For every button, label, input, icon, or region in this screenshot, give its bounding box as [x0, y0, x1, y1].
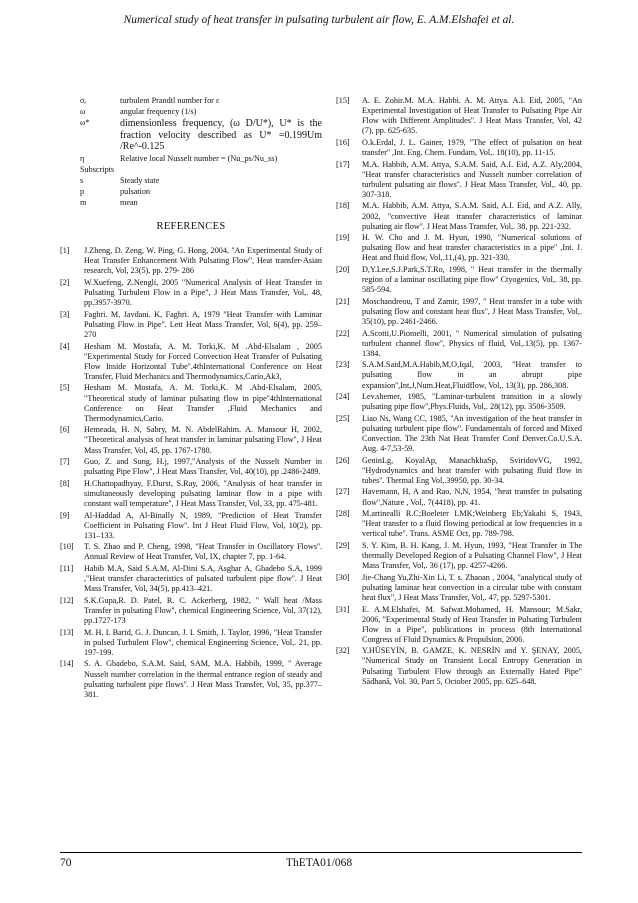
footer-rule — [60, 852, 582, 853]
subscript-description: mean — [120, 198, 138, 208]
reference-text: J.Zheng, D. Zeng, W. Ping, G. Hong, 2004, ''An Experimental Study of Heat Transfer Enhancement With Pulsating Flow'', Heat transfer-Asian research, Vol, 23(5), pp. 279- 286 — [84, 246, 322, 276]
reference-number: [11] — [60, 564, 74, 574]
reference-text: M. H. I. Barid, G. J. Duncan, J. I. Smith, J. Taylor, 1996, "Heat Transfer in pulsed Turbulent Flow'', chemical Engineering Science, Vol,. 21, pp. 197-199. — [84, 627, 322, 657]
reference-item — [60, 383, 322, 423]
reference-item — [336, 201, 582, 231]
reference-number: [17] — [336, 159, 350, 169]
nomenclature-symbol: ω — [80, 107, 86, 117]
reference-text: H.Chattopadhyay, F.Durst, S.Ray, 2006, "Analysis of heat transfer in simultaneously developing pulsating laminar flow in a pipe with constant wall temperature'', J Heat Mass Transfer, Vol, 33, pp. 475-481. — [84, 478, 322, 508]
nomenclature-description: turbulent Prandtl number for ε — [120, 96, 220, 105]
reference-number: [28] — [336, 509, 350, 519]
reference-text: S. A. Gbadebo, S.A.M. Said, SAM, M.A. Habbib, 1999, " Average Nusselt number correlation in the thermal entrance region of steady and pulsating turbulent pipe flows''. J Heat Mass Transfer, Vol, 35, pp.377–381. — [84, 659, 322, 699]
reference-text: Faghri. M, Javdani. K, Faghri. A, 1979 "Heat Transfer with Laminar Pulsating Flow in Pipe''. Lett Heat Mass Transfer, Vol, 6(4), pp. 259–270 — [84, 309, 322, 339]
reference-number: [3] — [60, 309, 70, 319]
reference-item — [60, 659, 322, 699]
reference-number: [14] — [60, 659, 74, 669]
reference-item — [336, 456, 582, 486]
reference-item — [336, 414, 582, 454]
reference-text: M.artinealli R.C;Boeleter LMK;Weinberg Eb;Yakahi S, 1943, "Heat transfer to a fluid flowing periodical at low frequencies in a vertical tube''. Trans. ASME Oct, pp. 789-798. — [362, 509, 582, 539]
nomenclature-symbol: η — [80, 153, 85, 163]
reference-number: [26] — [336, 455, 350, 465]
subscript-row — [60, 187, 322, 197]
running-header: Numerical study of heat transfer in pulsating turbulent air flow, E. A.M.Elshafei et al. — [123, 14, 515, 26]
reference-item — [336, 487, 582, 507]
nomenclature-row — [60, 107, 322, 117]
subscript-description: pulsation — [120, 186, 151, 196]
reference-text: Liao Ns, Wang CC, 1985, "An investigation of the heat transfer in pulsating turbulent pipe flow''. Fundamentals of forced and Mixed Convection. The 23th Nat Heat Transfer Conf Denver.Co.U.S.A. Aug. 4-7,53-59. — [362, 413, 582, 454]
reference-text: W.Xuefeng, Z.Nengli, 2005 "Numerical Analysis of Heat Transfer in Pulsating Turbulent Flow in a Pipe", J Heat Mass Transfer, Vol,. 48, pp.3957-3970. — [84, 278, 322, 308]
nomenclature-row — [60, 154, 322, 164]
reference-number: [23] — [336, 360, 350, 370]
reference-item — [336, 297, 582, 327]
reference-number: [16] — [336, 137, 350, 147]
reference-text: Moschandreou, T and Zamir, 1997, " Heat transfer in a tube with pulsating flow and constant heat flux'', J Heat Mass Transfer, Vol,. 35(10), pp. 2461-2466. — [362, 296, 582, 326]
reference-number: [1] — [60, 246, 70, 256]
reference-item — [336, 509, 582, 539]
reference-item — [336, 360, 582, 390]
reference-item — [336, 329, 582, 359]
reference-number: [21] — [336, 296, 350, 306]
reference-text: M.A. Habbib, A.M. Attya, S.A.M. Said, A.I. Eid, and A.Z. Ally, 2002, "convective Heat transfer characteristics of laminar pulsating air flow''. J Heat Mass Transfer, Vol,. 38, pp. 221-232. — [362, 201, 582, 231]
reference-number: [6] — [60, 425, 70, 435]
reference-number: [20] — [336, 265, 350, 274]
reference-text: Al-Haddad A, Al-Binally N, 1989, "Prediction of Heat Transfer Coefficient in Pulsating Flow''. Int J Heat Fluid Flow, Vol, 10(2), pp. 131–133. — [84, 510, 322, 540]
reference-text: Habib M.A, Said S.A.M, Al-Dini S.A, Asghar A, Gbadebo S.A, 1999 ,"Heat transfer characteristics of pulsated turbulent pipe flow''. J Heat Mass Transfer, Vol, 34(5), pp.413–421. — [84, 564, 322, 594]
reference-item — [60, 628, 322, 658]
page-number: 70 — [60, 857, 72, 869]
nomenclature-description: Relative local Nusselt number = (Nu_ps/Nu_ss) — [120, 153, 278, 163]
reference-number: [18] — [336, 201, 350, 211]
reference-number: [15] — [336, 96, 350, 105]
reference-item — [336, 605, 582, 645]
reference-number: [8] — [60, 478, 70, 488]
subscripts-list — [60, 176, 322, 208]
subscript-symbol: p — [80, 186, 85, 196]
reference-item — [336, 573, 582, 603]
reference-text: E. A.M.Elshafei, M. Safwat.Mohamed, H. Mansour; M.Sakr, 2006, "Experimental Study of Heat Transfer in Pulsating Turbulent Flow in a Pipe", publications in process (8th International Congress of Fluid Dynamics & Propulsion, 2006. — [362, 604, 582, 644]
reference-text: Hesham M. Mostafa, A. M. Torki,K. M .Abd-Elsalam, 2005, "Theoretical study of laminar pulsating flow in pipe''4thInternational Conference on Heat Transfer ,Fluid Mechanics and Thermodynamics,Cario. — [84, 383, 322, 423]
reference-item — [60, 542, 322, 562]
subscripts-title: Subscripts — [80, 164, 115, 174]
reference-number: [30] — [336, 572, 350, 582]
nomenclature-row — [60, 96, 322, 106]
reference-number: [24] — [336, 392, 350, 402]
nomenclature-list — [60, 96, 322, 164]
reference-text: Y.HÜSEYİN, B. GAMZE, K. NESRİN and Y. ŞENAY, 2005, "Numerical Study on Transient Local Entropy Generation in Pulsating Turbulent Flow through an Externally Hated Pipe" Sădhană, Vol. 30, Part 5, October 2005, pp. 625–648. — [362, 646, 582, 686]
reference-number: [9] — [60, 510, 70, 520]
left-column — [60, 96, 322, 701]
reference-text: H. W. Cho and J. M. Hyun, 1990, "Numerical solutions of pulsating flow and heat transfer characteristics in a pipe'' ,Int. J. Heat and fluid flow, Vol,.11,(4), pp. 321-330. — [362, 233, 582, 263]
nomenclature-symbol: ω* — [80, 118, 90, 128]
reference-number: [4] — [60, 341, 70, 351]
reference-item — [336, 646, 582, 686]
reference-item — [60, 596, 322, 626]
subscript-symbol: m — [80, 198, 87, 208]
subscript-symbol: s — [80, 175, 84, 185]
reference-item — [60, 278, 322, 308]
reference-number: [32] — [336, 646, 350, 656]
journal-code: ThETA01/068 — [285, 857, 353, 869]
reference-item — [60, 310, 322, 340]
reference-text: M.A. Habbib, A.M. Attya, S.A.M. Said, A.I. Eid, A.Z. Aly,2004, "Heat transfer characteristics and Nusselt number correlation of turbulent pulsating air flows''. J Heat Mass Transfer, Vol,. 40, pp. 307-318. — [362, 159, 582, 199]
reference-text: Hesham M. Mostafa, A. M. Torki,K. M .Abd-Elsalam , 2005 "Experimental Study for Forced Convection Heat Transfer of Pulsating Flow Inside Horizontal Tube''.4thInternational Conference on Heat Transfer, Fluid Mechanics and Thermodynamics,Cario,Ak3, — [84, 341, 322, 381]
reference-number: [7] — [60, 457, 70, 467]
reference-item — [336, 160, 582, 200]
subscript-row — [60, 198, 322, 208]
reference-text: D,Y.Lee,S.J.Park,S.T.Ro, 1998, " Heat transfer in the thermally region of a laminar oscillating pipe flow'' Ctyogenics, Vol,. 38, pp. 585-594. — [362, 265, 582, 295]
reference-number: [22] — [336, 328, 350, 338]
reference-text: Guo, Z. and Sung, H.j, 1997,"Analysis of the Nusselt Number in pulsating Pipe Flow'', J Heat Mass Transfer, Vol, 40(10), pp .2486-2489. — [84, 457, 322, 477]
reference-text: A. E. Zohir.M. M.A. Habbi. A. M. Attya. A.I. Eid, 2005, "An Experimental Investigation of Heat Transfer to Pulsating Pipe Air Flow with Different Amplitudes''. J Heat Mass Transfer, Vol, 42 (7), pp. 625-635. — [362, 96, 582, 136]
nomenclature-row — [60, 118, 322, 153]
reference-number: [10] — [60, 542, 74, 552]
reference-number: [27] — [336, 487, 350, 497]
reference-item — [336, 541, 582, 571]
reference-item — [60, 479, 322, 509]
reference-item — [336, 265, 582, 295]
reference-item — [60, 342, 322, 382]
reference-text: Havemann, H, A and Rao, N,N, 1954, "heat transfer in pulsating flow'',Nature , Vol,. 7(4418), pp. 41. — [362, 487, 582, 507]
reference-number: [2] — [60, 278, 70, 288]
reference-number: [12] — [60, 595, 74, 605]
nomenclature-description: dimensionless frequency, (ω D/U*), U* is the fraction velocity described as U* =0.199Um /Re^-0.125 — [120, 118, 322, 153]
reference-item — [60, 457, 322, 477]
right-column — [336, 96, 582, 688]
reference-text: S.K.Gupa,R. D. Patel, R. C. Ackerberg, 1982, " Wall heat /Mass Transfer in pulsating Flow'', chemical Engineering Science, Vol, 37(12), pp.1727-173 — [84, 595, 322, 626]
reference-text: Jie-Chang Yu,Zhi-Xin Li, T. s. Zhaoan , 2004, "analytical study of pulsating laminar heat convection in a circular tube with constant heat flux", J Heat Mass Transfer, Vol,. 47, pp. 5297-5301. — [362, 572, 582, 602]
reference-text: Lev.shemer, 1985, "Laminar-turbulent transition in a slowly pulsating pipe flow'',Phys.Fluids, Vol,. 28(12), pp. 3506-3509. — [362, 392, 582, 412]
nomenclature-symbol: σₑ — [80, 96, 87, 105]
reference-item — [60, 564, 322, 594]
reference-text: T. S. Zhao and P. Cheng, 1998, "Heat Transfer in Oscillatory Flows''. Annual Review of Heat Transfer, Vol, IX, chapter 7, pp. 1-64. — [84, 542, 322, 562]
subscript-description: Steady state — [120, 175, 160, 185]
reference-item — [60, 246, 322, 276]
reference-number: [29] — [336, 540, 350, 550]
reference-number: [19] — [336, 233, 350, 243]
reference-number: [31] — [336, 604, 350, 614]
reference-text: GeninLg, KoyalAp, ManachkhaSp, SviridovVG, 1992, "Hydrodynamics and heat transfer with pulsating fluid flow in tubes''. Thermal Eng Vol,.39950, pp. 30-34. — [362, 455, 582, 485]
references-list-right — [336, 96, 582, 687]
reference-text: S. Y. Kim, B. H. Kang, J. M. Hyun, 1993, "Heat Transfer in The thermally Developed Region of a Pulsating Channel Flow", J Heat Mass Transfer, Vol,. 36 (17), pp. 4257-4266. — [362, 540, 582, 571]
reference-item — [60, 511, 322, 541]
reference-item — [336, 233, 582, 263]
references-title: REFERENCES — [156, 221, 226, 233]
reference-text: Hemeada, H. N, Sabry, M. N. AbdelRahim. A. Mansour H, 2002, "Theoretical analysis of heat transfer in laminar pulsating Flow'', J Heat Mass Transfer, Vol, 45, pp. 1767-1780. — [84, 425, 322, 455]
reference-number: [5] — [60, 383, 70, 393]
reference-text: S.A.M.Said,M.A.Habib,M,O,Iqal, 2003, "Heat transfer to pulsating flow in an abrupt pipe expansion'',Int,J,Num.Heat,Fluidflow, Vol,. 13(3), pp. 286,308. — [362, 360, 582, 390]
reference-text: A.Scotti,U.Piomelli, 2001, " Numerical simulation of pulsating turbulent channel flow'', Physics of fluid, Vol,.13(5), pp. 1367-1384. — [362, 328, 582, 358]
subscript-row — [60, 176, 322, 186]
reference-item — [336, 96, 582, 136]
reference-item — [60, 425, 322, 455]
reference-number: [13] — [60, 627, 74, 637]
reference-item — [336, 138, 582, 158]
reference-number: [25] — [336, 413, 350, 423]
reference-item — [336, 392, 582, 412]
reference-text: O.k.Erdal, J. L. Gainer, 1979, "The effect of pulsation on heat transfer'' ,Int. Eng. Chem. Fundam, Vol,. 18(10), pp. 11-15. — [362, 137, 582, 157]
nomenclature-description: angular frequency (1/s) — [120, 107, 197, 117]
references-list-left — [60, 246, 322, 700]
